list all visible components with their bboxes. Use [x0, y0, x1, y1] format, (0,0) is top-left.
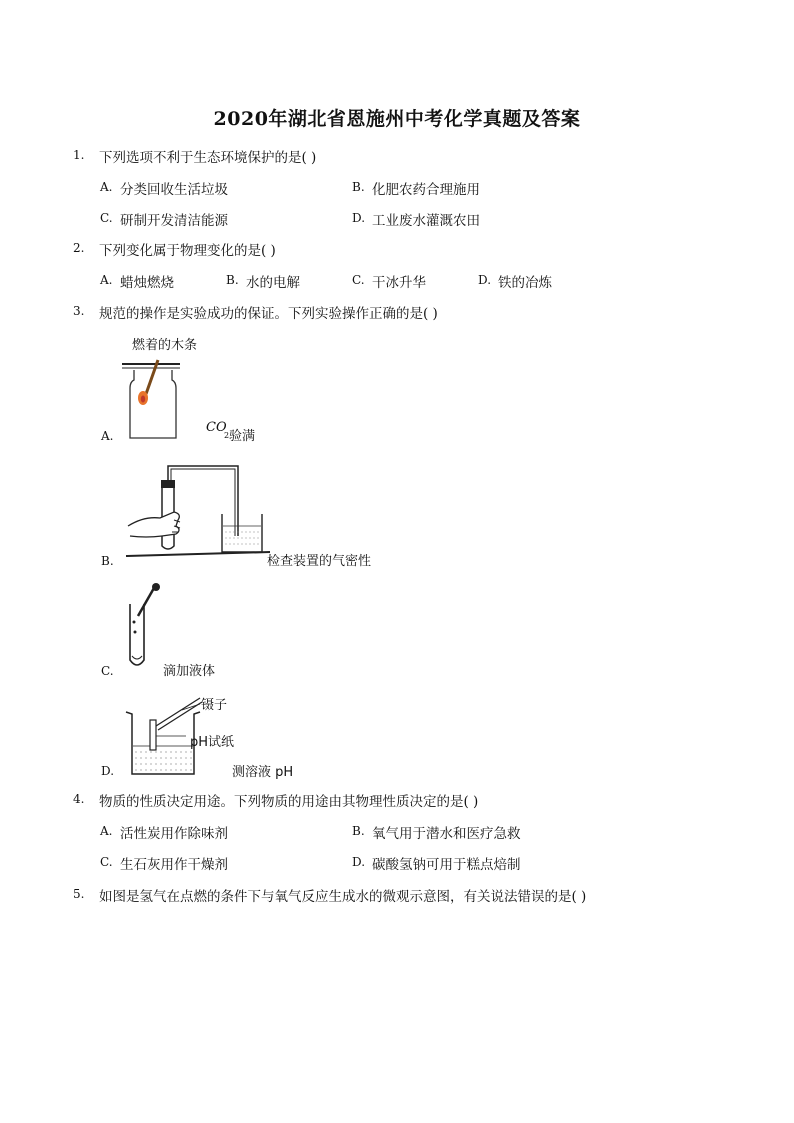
- question-text: 如图是氢气在点燃的条件下与氧气反应生成水的微观示意图，有关说法错误的是( ): [99, 889, 587, 905]
- option-text: 蜡烛燃烧: [120, 275, 174, 291]
- option-text: 化肥农药合理施用: [372, 182, 480, 198]
- option-letter: D.: [478, 273, 492, 287]
- question-number: 4.: [73, 792, 85, 806]
- option-text: 干冰升华: [372, 275, 426, 291]
- co2-formula: CO: [206, 420, 227, 435]
- option-caption: 验满: [229, 429, 256, 444]
- option-text: 生石灰用作干燥剂: [120, 857, 228, 873]
- question-number: 5.: [73, 887, 85, 901]
- co2-subscript: 2: [224, 431, 230, 440]
- option-letter: C.: [352, 273, 365, 287]
- option-letter: B.: [352, 180, 365, 194]
- option-text: 水的电解: [246, 275, 300, 291]
- option-letter: B.: [226, 273, 239, 287]
- option-letter: B.: [101, 554, 114, 568]
- option-letter: C.: [100, 211, 113, 225]
- option-text: 铁的冶炼: [498, 275, 552, 291]
- option-letter: C.: [101, 664, 114, 678]
- question-text: 下列变化属于物理变化的是( ): [99, 243, 276, 259]
- option-text: 研制开发清洁能源: [120, 213, 228, 229]
- option-letter: A.: [101, 429, 114, 443]
- airtightness-check-figure: [126, 460, 271, 560]
- option-caption: 滴加液体: [163, 664, 216, 679]
- gas-bottle-with-burning-stick-figure: [120, 352, 210, 444]
- figure-label-burning-stick: 燃着的木条: [132, 338, 198, 353]
- option-text: 工业废水灌溉农田: [372, 213, 480, 229]
- option-text: 分类回收生活垃圾: [120, 182, 228, 198]
- option-text: 活性炭用作除味剂: [120, 826, 228, 842]
- question-number: 1.: [73, 148, 85, 162]
- option-letter: A.: [100, 273, 113, 287]
- option-letter: A.: [100, 824, 113, 838]
- question-text: 物质的性质决定用途。下列物质的用途由其物理性质决定的是( ): [99, 794, 479, 810]
- question-text: 规范的操作是实验成功的保证。下列实验操作正确的是( ): [99, 306, 438, 322]
- option-letter: C.: [100, 855, 113, 869]
- question-text: 下列选项不利于生态环境保护的是( ): [99, 150, 317, 166]
- page-title: 2020年湖北省恩施州中考化学真题及答案: [213, 108, 581, 130]
- option-letter: A.: [100, 180, 113, 194]
- question-number: 3.: [73, 304, 85, 318]
- option-caption: 测溶液 pH: [232, 765, 294, 780]
- option-letter: B.: [352, 824, 365, 838]
- question-number: 2.: [73, 241, 85, 255]
- option-letter: D.: [352, 211, 366, 225]
- option-caption: 检查装置的气密性: [267, 554, 372, 569]
- option-text: 碳酸氢钠可用于糕点焙制: [372, 857, 521, 873]
- option-text: 氧气用于潜水和医疗急救: [372, 826, 521, 842]
- option-letter: D.: [352, 855, 366, 869]
- label-ph-paper: pH试纸: [190, 735, 235, 750]
- dropper-test-tube-figure: [124, 582, 164, 672]
- label-tweezers: 镊子: [201, 698, 228, 713]
- option-letter: D.: [101, 764, 115, 778]
